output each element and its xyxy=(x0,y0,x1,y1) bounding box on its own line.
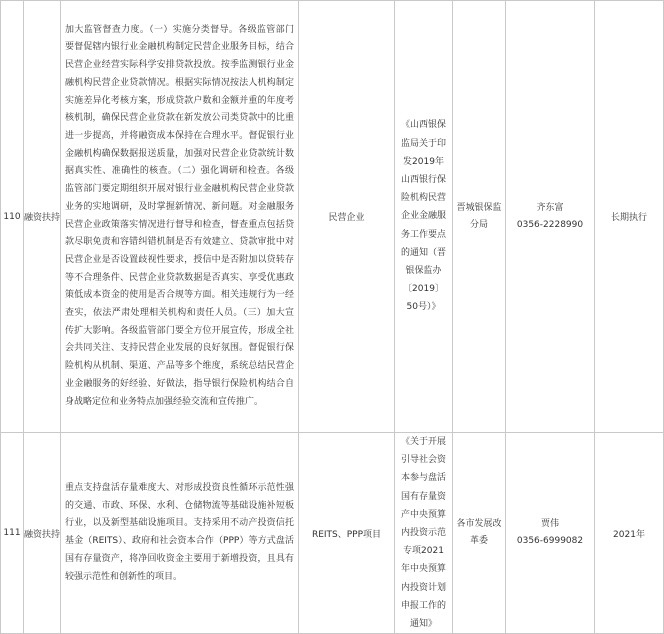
content-cell xyxy=(61,433,299,634)
table-row xyxy=(1,433,664,634)
document-text: 《山西银保监局关于印发2019年山西银行保险机构民营企业金融服务工作要点的通知（晋银保监办〔2019〕50号）》 xyxy=(400,120,446,313)
department-text: 晋城银保监分局 xyxy=(456,202,502,230)
category-cell: 融资扶持 xyxy=(24,1,61,433)
contact-cell xyxy=(506,1,595,433)
project-cell: 民营企业 xyxy=(299,1,395,433)
table-row xyxy=(1,1,664,433)
period-cell: 2021年 xyxy=(595,433,664,634)
category-cell: 融资扶持 xyxy=(24,433,61,634)
contact-name: 齐东富 xyxy=(536,202,564,213)
document-cell xyxy=(395,433,453,634)
department-cell xyxy=(453,433,506,634)
department-cell xyxy=(453,1,506,433)
contact-cell xyxy=(506,433,595,634)
contact-phone: 0356-2228990 xyxy=(516,219,584,230)
content-text: 重点支持盘活存量难度大、对形成投资良性循环示范性强的交通、市政、环保、水利、仓储物流等基础设施补短板行业，以及新型基础设施项目。支持采用不动产投资信托基金（REITS）、政府和社会资本合作（PPP）等方式盘活国有存量资产，将净回收资金主要用于新增投资，且具有较强示范性和创新性的项目。 xyxy=(65,483,294,582)
period-cell: 长期执行 xyxy=(595,1,664,433)
department-text: 各市发展改革委 xyxy=(456,519,502,547)
project-cell: REITS、PPP项目 xyxy=(299,433,395,634)
contact-phone: 0356-6999082 xyxy=(516,536,584,547)
content-cell xyxy=(61,1,299,433)
document-text: 《关于开展引导社会资本参与盘活国有存量资产中央预算内投资示范专项2021年中央预算内投资计划申报工作的通知》 xyxy=(400,437,446,630)
document-cell xyxy=(395,1,453,433)
row-number: 111 xyxy=(1,433,24,634)
content-text: 加大监管督查力度。（一）实施分类督导。各级监管部门要督促辖内银行业金融机构制定民营企业服务目标，结合民营企业经营实际科学安排贷款投放。按季监测银行业金融机构民营企业贷款情况。根据实际情况按法人机构制定实施差异化考核方案，形成贷款户数和金额并重的年度考核机制，确保民营企业贷款在新发放公司类贷款中的比重进一步提高，并将融资成本保持在合理水平。督促银行业金融机构确保数据报送质量，加强对民营企业贷款统计数据真实性、准确性的核查。（二）强化调研和检查。各级监管部门要定期组织开展对银行业金融机构民营企业贷款业务的实地调研，及时掌握新情况、新问题。对金融服务民营企业政策落实情况进行督导和检查，督查重点包括贷款尽职免责和容错纠错机制是否有效建立、贷款审批中对民营企业是否设置歧视性要求，授信中是否附加以贷转存等不合理条件、民营企业贷款数据是否真实、享受优惠政策低成本资金的使用是否合规等方面。相关违规行为一经查实，依法严肃处理相关机构和责任人员。（三）加大宣传扩大影响。各级监管部门要全方位开展宣传，形成全社会共同关注、支持民营企业发展的良好氛围。督促银行保险机构从机制、渠道、产品等多个维度，系统总结民营企业金融服务的好经验、好做法，指导银行保险机构结合自身战略定位和业务特点加强经验交流和宣传推广。 xyxy=(65,24,294,407)
contact-name: 贾伟 xyxy=(540,519,559,530)
row-number: 110 xyxy=(1,1,24,433)
